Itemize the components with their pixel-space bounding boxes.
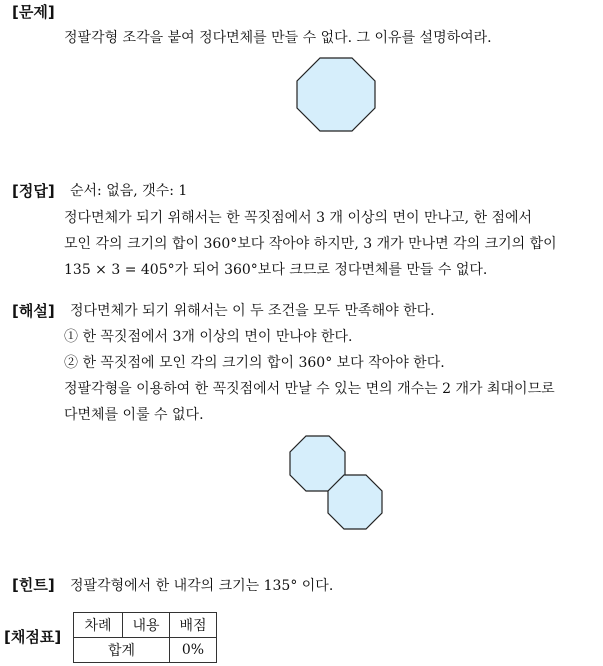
octagon-shape — [297, 58, 375, 131]
score-table — [73, 612, 217, 663]
explanation-line-2: ① 한 꼭짓점에서 3개 이상의 면이 만나야 한다. — [64, 329, 353, 345]
answer-line-1: 순서: 없음, 갯수: 1 — [70, 183, 188, 199]
explanation-line-5: 다면체를 이룰 수 없다. — [64, 407, 204, 423]
score-table-label: [채점표] — [4, 628, 62, 646]
explanation-line-3: ② 한 꼭짓점에 모인 각의 크기의 합이 360° 보다 작아야 한다. — [64, 355, 445, 371]
score-total-label: 합계 — [74, 638, 170, 663]
two-octagons-figure — [0, 430, 603, 540]
octagon-lower — [328, 475, 382, 529]
score-header-points: 배점 — [170, 613, 217, 638]
problem-label: [문제] — [12, 3, 55, 21]
explanation-line-4: 정팔각형을 이용하여 한 꼭짓점에서 만날 수 있는 면의 개수는 2 개가 최대이므로 — [64, 381, 555, 397]
score-total-value: 0% — [170, 638, 217, 663]
explanation-label: [해설] — [12, 302, 55, 320]
answer-line-2: 정다면체가 되기 위해서는 한 꼭짓점에서 3 개 이상의 면이 만나고, 한 점에서 — [64, 210, 533, 226]
score-header-content: 내용 — [123, 613, 170, 638]
score-header-order: 차례 — [74, 613, 123, 638]
answer-line-3: 모인 각의 크기의 합이 360°보다 작아야 하지만, 3 개가 만나면 각의 크기의 합이 — [64, 236, 557, 252]
hint-label: [힌트] — [12, 576, 55, 594]
answer-line-4: 135 × 3 = 405°가 되어 360°보다 크므로 정다면체를 만들 수 없다. — [64, 262, 488, 278]
explanation-line-1: 정다면체가 되기 위해서는 이 두 조건을 모두 만족해야 한다. — [70, 303, 435, 319]
octagon-figure — [0, 50, 603, 190]
hint-text: 정팔각형에서 한 내각의 크기는 135° 이다. — [70, 578, 334, 594]
problem-text: 정팔각형 조각을 붙여 정다면체를 만들 수 없다. 그 이유를 설명하여라. — [64, 30, 492, 46]
answer-label: [정답] — [12, 182, 55, 200]
